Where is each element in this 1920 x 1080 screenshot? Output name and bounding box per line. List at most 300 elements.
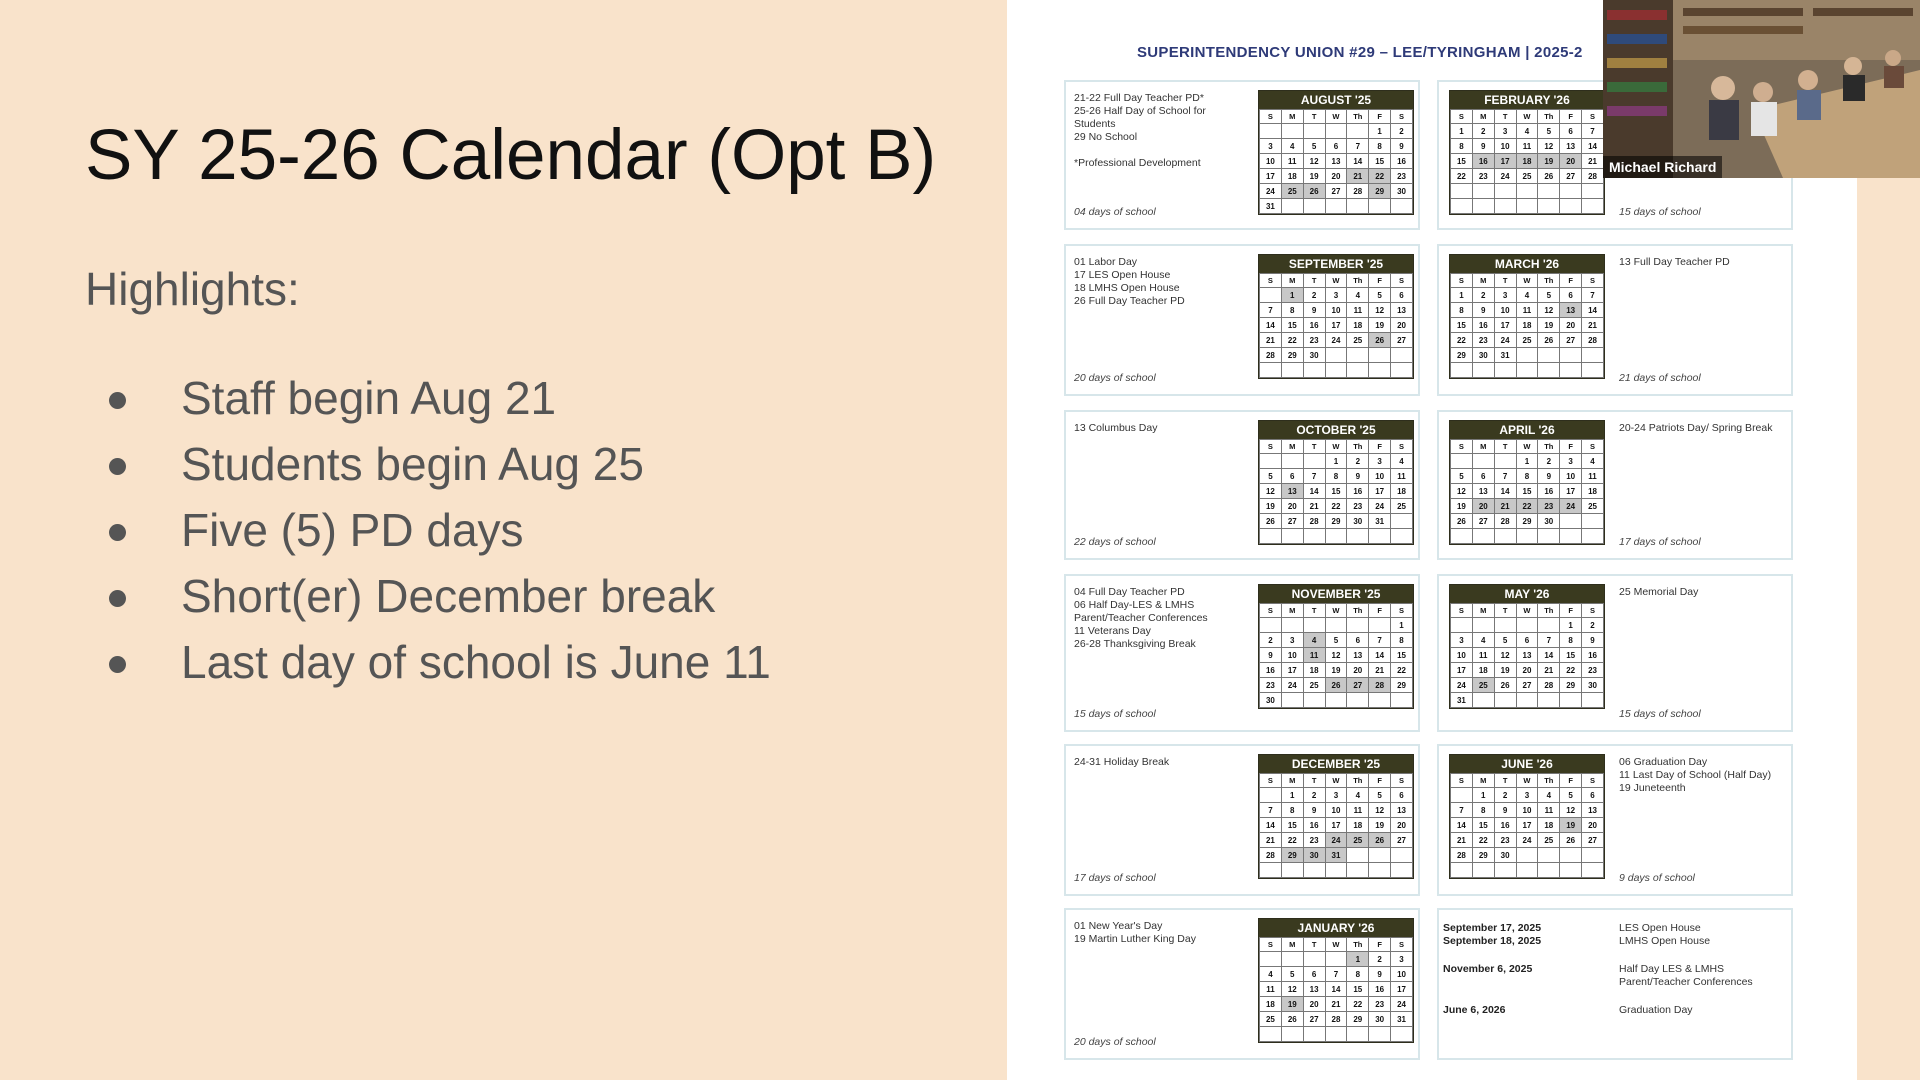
month-calendar [1449,90,1605,215]
day-cell [1516,848,1538,863]
weekday-label: Th [1347,440,1369,454]
day-cell [1391,363,1413,378]
day-cell: 1 [1472,788,1494,803]
event-label: Graduation Day [1619,1004,1693,1016]
day-cell [1260,529,1282,544]
day-cell: 30 [1260,693,1282,708]
day-cell: 9 [1347,469,1369,484]
weekday-label: W [1516,110,1538,124]
day-cell: 22 [1451,333,1473,348]
day-cell: 24 [1560,499,1582,514]
note-line: 19 Juneteenth [1619,782,1686,794]
day-cell: 3 [1260,139,1282,154]
day-cell: 7 [1303,469,1325,484]
bullet-icon [109,656,126,673]
day-cell: 24 [1325,833,1347,848]
event-label: LMHS Open House [1619,935,1711,947]
day-cell: 6 [1281,469,1303,484]
day-cell: 8 [1451,139,1473,154]
day-cell: 30 [1391,184,1413,199]
day-cell [1391,199,1413,214]
day-cell: 11 [1516,139,1538,154]
day-cell: 15 [1451,318,1473,333]
day-cell: 15 [1451,154,1473,169]
note-line: 17 LES Open House [1074,269,1171,281]
weekday-label: W [1516,774,1538,788]
day-cell: 23 [1472,333,1494,348]
day-cell [1325,1027,1347,1042]
events-box [1437,908,1793,1060]
day-cell: 20 [1303,997,1325,1012]
day-cell: 28 [1582,169,1604,184]
day-cell: 13 [1281,484,1303,499]
note-line: 06 Graduation Day [1619,756,1708,768]
month-calendar [1258,584,1414,709]
day-cell: 19 [1560,818,1582,833]
day-cell: 18 [1538,818,1560,833]
day-cell: 29 [1281,348,1303,363]
day-cell: 24 [1451,678,1473,693]
weekday-label: S [1451,274,1473,288]
day-cell [1560,514,1582,529]
weekday-label: W [1516,604,1538,618]
day-cell: 4 [1582,454,1604,469]
event-date: June 6, 2026 [1443,1004,1506,1016]
day-cell: 5 [1494,633,1516,648]
day-cell: 27 [1325,184,1347,199]
day-cell: 14 [1260,318,1282,333]
day-cell [1494,693,1516,708]
day-cell [1516,618,1538,633]
day-cell [1538,363,1560,378]
day-cell: 23 [1391,169,1413,184]
month-title: JUNE '26 [1450,755,1604,773]
month-title: SEPTEMBER '25 [1259,255,1413,273]
day-cell: 13 [1560,303,1582,318]
weekday-label: S [1582,110,1604,124]
day-cell: 3 [1451,633,1473,648]
month-box [1064,244,1420,396]
day-cell [1281,618,1303,633]
day-cell [1369,348,1391,363]
bullet-icon [109,392,126,409]
day-cell: 12 [1369,803,1391,818]
day-cell [1494,618,1516,633]
day-cell: 17 [1325,318,1347,333]
note-line: 29 No School [1074,131,1138,143]
day-cell [1582,363,1604,378]
day-cell: 29 [1325,514,1347,529]
weekday-label: W [1325,440,1347,454]
day-cell: 11 [1582,469,1604,484]
day-cell: 2 [1472,124,1494,139]
day-cell: 14 [1494,484,1516,499]
day-cell [1347,693,1369,708]
day-cell: 25 [1347,833,1369,848]
weekday-label: S [1391,938,1413,952]
day-cell: 4 [1260,967,1282,982]
day-cell: 4 [1516,124,1538,139]
weekday-label: S [1391,604,1413,618]
weekday-label: T [1303,274,1325,288]
day-cell: 26 [1325,678,1347,693]
day-cell: 12 [1260,484,1282,499]
day-cell: 21 [1538,663,1560,678]
day-cell: 14 [1260,818,1282,833]
day-cell [1369,1027,1391,1042]
day-cell: 6 [1391,788,1413,803]
day-cell: 31 [1369,514,1391,529]
day-cell: 9 [1369,967,1391,982]
day-cell: 5 [1369,288,1391,303]
day-cell: 28 [1325,1012,1347,1027]
day-cell: 5 [1538,288,1560,303]
day-cell [1494,529,1516,544]
day-cell: 27 [1281,514,1303,529]
day-cell: 14 [1325,982,1347,997]
day-cell: 22 [1347,997,1369,1012]
day-cell [1281,124,1303,139]
weekday-label: F [1560,274,1582,288]
day-cell: 16 [1391,154,1413,169]
day-cell: 4 [1538,788,1560,803]
month-title: FEBRUARY '26 [1450,91,1604,109]
day-cell: 8 [1369,139,1391,154]
day-cell: 4 [1347,288,1369,303]
weekday-label: Th [1538,440,1560,454]
day-cell: 29 [1281,848,1303,863]
day-cell: 14 [1451,818,1473,833]
day-cell: 28 [1582,333,1604,348]
day-cell: 3 [1369,454,1391,469]
day-cell: 13 [1391,803,1413,818]
day-cell [1303,529,1325,544]
day-cell: 16 [1303,318,1325,333]
weekday-label: M [1472,440,1494,454]
day-cell: 19 [1538,154,1560,169]
month-notes [1074,256,1242,308]
day-cell [1391,848,1413,863]
day-cell: 14 [1538,648,1560,663]
day-cell: 4 [1281,139,1303,154]
day-cell [1560,184,1582,199]
day-cell: 25 [1281,184,1303,199]
weekday-label: F [1369,938,1391,952]
day-cell: 21 [1260,333,1282,348]
day-cell: 17 [1281,663,1303,678]
day-cell [1369,848,1391,863]
day-cell [1391,863,1413,878]
weekday-label: W [1516,440,1538,454]
day-cell: 1 [1560,618,1582,633]
day-cell [1260,863,1282,878]
day-cell: 23 [1260,678,1282,693]
weekday-label: W [1325,774,1347,788]
day-cell [1260,952,1282,967]
weekday-label: M [1281,440,1303,454]
day-cell: 28 [1494,514,1516,529]
day-cell: 14 [1303,484,1325,499]
day-cell: 10 [1260,154,1282,169]
day-cell [1451,618,1473,633]
day-cell [1325,618,1347,633]
day-cell: 25 [1472,678,1494,693]
note-line: 11 Veterans Day [1074,625,1151,637]
month-notes [1619,586,1787,599]
month-notes [1074,422,1242,435]
day-cell: 9 [1538,469,1560,484]
day-cell [1538,863,1560,878]
weekday-label: M [1281,774,1303,788]
day-cell [1347,618,1369,633]
days-of-school: 22 days of school [1074,536,1156,548]
day-cell: 23 [1347,499,1369,514]
day-cell [1494,363,1516,378]
day-cell: 26 [1369,833,1391,848]
weekday-label: Th [1538,110,1560,124]
day-cell: 25 [1347,333,1369,348]
day-cell: 21 [1451,833,1473,848]
day-cell: 19 [1369,818,1391,833]
month-box [1064,410,1420,560]
day-cell [1303,863,1325,878]
day-cell: 27 [1582,833,1604,848]
day-cell [1560,348,1582,363]
day-cell [1325,199,1347,214]
day-cell: 31 [1260,199,1282,214]
day-cell: 21 [1582,318,1604,333]
month-box [1064,80,1420,230]
note-line: 13 Full Day Teacher PD [1619,256,1730,268]
day-cell: 6 [1325,139,1347,154]
day-cell: 11 [1391,469,1413,484]
day-cell: 7 [1538,633,1560,648]
day-cell: 20 [1391,318,1413,333]
day-cell [1472,863,1494,878]
day-cell: 23 [1538,499,1560,514]
day-cell [1472,199,1494,214]
day-cell [1391,348,1413,363]
day-cell: 31 [1451,693,1473,708]
day-cell: 15 [1347,982,1369,997]
note-line: 25 Memorial Day [1619,586,1699,598]
day-cell: 16 [1347,484,1369,499]
days-of-school: 17 days of school [1074,872,1156,884]
weekday-label: T [1494,774,1516,788]
month-notes [1074,586,1242,651]
day-cell: 9 [1303,803,1325,818]
day-cell [1347,124,1369,139]
day-cell [1303,124,1325,139]
day-cell [1582,184,1604,199]
list-item: Short(er) December break [103,568,771,634]
day-cell: 12 [1560,803,1582,818]
day-cell: 29 [1472,848,1494,863]
day-cell: 22 [1560,663,1582,678]
day-cell: 2 [1303,288,1325,303]
month-title: OCTOBER '25 [1259,421,1413,439]
weekday-label: F [1369,110,1391,124]
month-calendar [1258,90,1414,215]
day-cell [1472,693,1494,708]
day-cell: 30 [1582,678,1604,693]
day-cell: 13 [1560,139,1582,154]
day-cell: 26 [1494,678,1516,693]
day-cell: 22 [1391,663,1413,678]
day-cell: 5 [1260,469,1282,484]
day-cell: 3 [1325,288,1347,303]
day-cell [1325,124,1347,139]
day-cell: 13 [1391,303,1413,318]
month-title: MAY '26 [1450,585,1604,603]
day-cell [1347,863,1369,878]
day-cell: 24 [1260,184,1282,199]
day-cell: 8 [1325,469,1347,484]
day-cell: 28 [1260,348,1282,363]
day-cell: 27 [1560,169,1582,184]
month-calendar [1258,420,1414,545]
day-cell: 1 [1451,288,1473,303]
day-cell [1391,529,1413,544]
day-cell: 8 [1516,469,1538,484]
day-cell: 10 [1451,648,1473,663]
day-cell [1391,693,1413,708]
day-cell: 6 [1582,788,1604,803]
month-box [1437,574,1793,732]
month-notes [1619,756,1787,795]
day-cell: 20 [1560,154,1582,169]
day-cell [1325,363,1347,378]
days-of-school: 17 days of school [1619,536,1701,548]
day-cell [1325,348,1347,363]
day-cell: 9 [1472,139,1494,154]
bullet-icon [109,524,126,541]
weekday-label: W [1325,110,1347,124]
day-cell: 2 [1582,618,1604,633]
day-cell [1260,363,1282,378]
day-cell [1303,199,1325,214]
day-cell [1451,184,1473,199]
weekday-label: S [1260,440,1282,454]
day-cell [1451,529,1473,544]
day-cell [1451,363,1473,378]
day-cell: 16 [1538,484,1560,499]
day-cell: 24 [1391,997,1413,1012]
day-cell: 21 [1582,154,1604,169]
day-cell: 3 [1494,288,1516,303]
day-cell: 22 [1369,169,1391,184]
day-cell: 2 [1303,788,1325,803]
day-cell: 19 [1538,318,1560,333]
note-line [1074,144,1242,157]
month-notes [1074,920,1242,946]
day-cell: 15 [1281,818,1303,833]
day-cell: 9 [1582,633,1604,648]
day-cell: 8 [1472,803,1494,818]
weekday-label: S [1260,938,1282,952]
event-date: September 18, 2025 [1443,935,1542,947]
day-cell [1538,529,1560,544]
day-cell: 11 [1260,982,1282,997]
weekday-label: F [1560,774,1582,788]
day-cell: 30 [1347,514,1369,529]
day-cell [1472,363,1494,378]
day-cell: 5 [1451,469,1473,484]
day-cell: 16 [1369,982,1391,997]
list-item: Students begin Aug 25 [103,436,771,502]
day-cell [1281,529,1303,544]
day-cell: 10 [1494,303,1516,318]
day-cell: 27 [1516,678,1538,693]
day-cell: 17 [1391,982,1413,997]
day-cell: 18 [1303,663,1325,678]
weekday-label: Th [1538,274,1560,288]
note-line: 01 Labor Day [1074,256,1138,268]
list-item: Last day of school is June 11 [103,634,771,700]
day-cell [1260,454,1282,469]
weekday-label: M [1281,604,1303,618]
day-cell: 4 [1303,633,1325,648]
day-cell: 25 [1516,169,1538,184]
note-line: 26 Full Day Teacher PD [1074,295,1185,307]
day-cell [1582,514,1604,529]
day-cell: 18 [1260,997,1282,1012]
weekday-label: S [1451,604,1473,618]
weekday-label: F [1369,440,1391,454]
day-cell [1347,348,1369,363]
weekday-label: T [1303,604,1325,618]
day-cell: 22 [1516,499,1538,514]
day-cell: 24 [1369,499,1391,514]
day-cell: 18 [1347,818,1369,833]
day-cell: 3 [1281,633,1303,648]
day-cell: 6 [1347,633,1369,648]
day-cell: 16 [1472,318,1494,333]
day-cell: 14 [1582,139,1604,154]
day-cell: 23 [1303,833,1325,848]
day-cell: 8 [1560,633,1582,648]
month-box [1064,908,1420,1060]
day-cell: 15 [1325,484,1347,499]
slide-title: SY 25-26 Calendar (Opt B) [85,116,937,195]
weekday-label: M [1472,774,1494,788]
day-cell: 19 [1303,169,1325,184]
day-cell: 1 [1369,124,1391,139]
participant-video[interactable] [1603,0,1920,178]
day-cell: 29 [1369,184,1391,199]
month-title: APRIL '26 [1450,421,1604,439]
day-cell [1560,199,1582,214]
day-cell: 20 [1391,818,1413,833]
highlights-list [103,370,771,700]
day-cell: 23 [1582,663,1604,678]
day-cell [1560,693,1582,708]
day-cell [1451,199,1473,214]
day-cell: 26 [1281,1012,1303,1027]
day-cell: 19 [1260,499,1282,514]
weekday-label: S [1260,774,1282,788]
day-cell: 24 [1325,333,1347,348]
weekday-label: S [1391,274,1413,288]
day-cell [1582,529,1604,544]
day-cell: 2 [1391,124,1413,139]
day-cell [1560,863,1582,878]
day-cell: 28 [1369,678,1391,693]
day-cell: 16 [1303,818,1325,833]
day-cell: 12 [1369,303,1391,318]
day-cell: 28 [1451,848,1473,863]
day-cell: 1 [1347,952,1369,967]
